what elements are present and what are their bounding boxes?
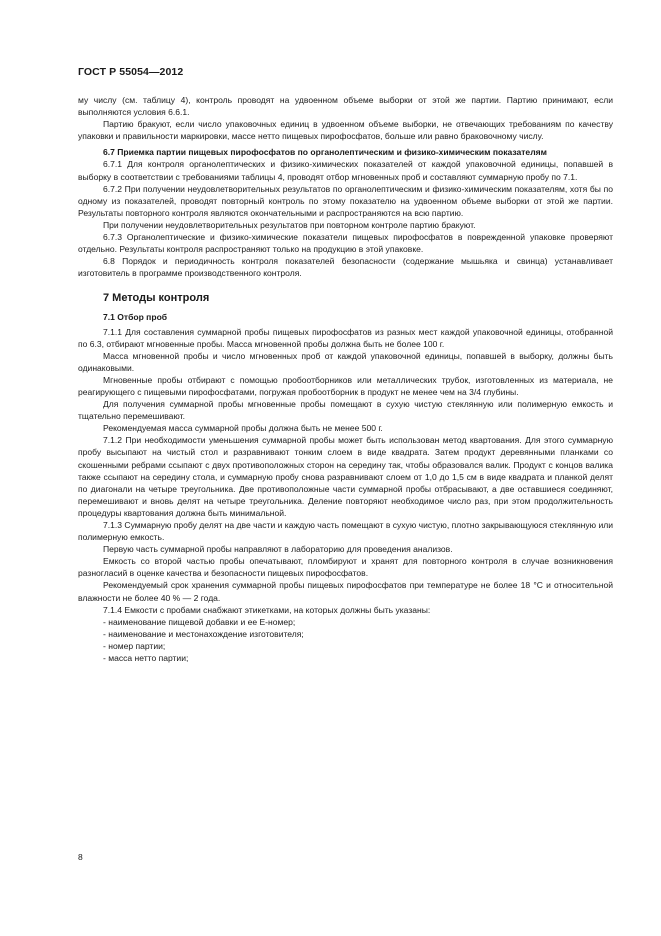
paragraph: 7.1.4 Емкости с пробами снабжают этикетками, на которых должны быть указаны:	[103, 604, 431, 615]
paragraph: 6.8 Порядок и периодичность контроля показателей безопасности (содержание мышьяка и свинца) устанавливает изготовитель в программе производственного контроля.	[78, 256, 613, 279]
subsection-heading: 7.1 Отбор проб	[103, 312, 168, 323]
paragraph: Емкость со второй частью пробы опечатывают, пломбируют и хранят для повторного контроля в случае возникновения разногласий в оценке качества и безопасности пищевых пирофосфатов.	[78, 556, 613, 579]
paragraph: 7.1.3 Суммарную пробу делят на две части и каждую часть помещают в сухую чистую, плотно закрывающуюся стеклянную или полимерную емкость.	[78, 520, 613, 543]
section-heading: 7 Методы контроля	[103, 292, 210, 305]
paragraph: Для получения суммарной пробы мгновенные пробы помещают в сухую чистую стеклянную или полимерную емкость и тщательно перемешивают.	[78, 399, 613, 422]
paragraph: му числу (см. таблицу 4), контроль проводят на удвоенном объеме выборки от этой же партии. Партию принимают, если выполняются условия 6.6.1.	[78, 95, 613, 118]
paragraph: Мгновенные пробы отбирают с помощью пробоотборников или металлических трубок, изготовленных из материала, не реагирующего с пищевыми пирофосфатами, погружая пробоотборник в продукт не менее чем на 3/4 глубины.	[78, 374, 613, 397]
paragraph: Рекомендуемый срок хранения суммарной пробы пищевых пирофосфатов при температуре не более 18 °С и относительной влажности не более 40 % — 2 года.	[78, 580, 613, 603]
paragraph: - наименование и местонахождение изготовителя;	[103, 628, 304, 639]
page-number: 8	[78, 852, 83, 862]
paragraph: 6.7.2 При получении неудовлетворительных результатов по органолептическим и физико-химическим показателям, хотя бы по одному из показателей, проводят повторный контроль по этому показателю на удвоенном объеме выборки от этой же партии. Результаты повторного контроля являются окончательными и распространяются на всю партию.	[78, 183, 613, 218]
paragraph: Масса мгновенной пробы и число мгновенных проб от каждой упаковочной единицы, попавшей в выборку, должны быть одинаковыми.	[78, 350, 613, 373]
paragraph: 7.1.2 При необходимости уменьшения суммарной пробы может быть использован метод квартования. Для этого суммарную пробу высыпают на чистый стол и разравнивают тонким слоем в виде квадрата. Затем продукт деревянными планками со скошенными ребрами ссыпают с двух противоположных сторон на середину так, чтобы образовался валик. Продукт с концов валика также ссыпают на середину стола, и суммарную пробу снова разравнивают слоем от 1,0 до 1,5 см в виде квадрата и планкой делят по диагонали на четыре треугольника. Две противоположные части суммарной пробы отбрасывают, а две оставшиеся соединяют, перемешивают и вновь делят на четыре треугольника. Деление повторяют необходимое число раз, при этом продолжительность процедуры квартования должна быть минимальной.	[78, 435, 613, 518]
paragraph: Рекомендуемая масса суммарной пробы должна быть не менее 500 г.	[103, 423, 383, 434]
document-header: ГОСТ Р 55054—2012	[78, 66, 184, 78]
paragraph: 6.7.1 Для контроля органолептических и физико-химических показателей от каждой упаковочной единицы, попавшей в выборку в соответствии с требованиями таблицы 4, проводят отбор мгновенных проб и составляют суммарную пробу по 7.1.	[78, 159, 613, 182]
subsection-heading: 6.7 Приемка партии пищевых пирофосфатов по органолептическим и физико-химическим показателям	[103, 147, 547, 158]
paragraph: Партию бракуют, если число упаковочных единиц в удвоенном объеме выборки, не отвечающих требованиям по качеству упаковки и правильности маркировки, массе нетто пищевых пирофосфатов, больше или равно браковочному числу.	[78, 119, 613, 142]
paragraph: 6.7.3 Органолептические и физико-химические показатели пищевых пирофосфатов в поврежденной упаковке проверяют отдельно. Результаты контроля распространяют только на продукцию в этой упаковке.	[78, 232, 613, 255]
paragraph: Первую часть суммарной пробы направляют в лабораторию для проведения анализов.	[103, 544, 453, 555]
document-body	[78, 94, 613, 664]
paragraph: 7.1.1 Для составления суммарной пробы пищевых пирофосфатов из разных мест каждой упаковочной единицы, отобранной по 6.3, отбирают мгновенные пробы. Масса мгновенной пробы должна быть не более 100 г.	[78, 326, 613, 349]
paragraph: - масса нетто партии;	[103, 653, 189, 664]
paragraph: При получении неудовлетворительных результатов при повторном контроле партию бракуют.	[103, 219, 476, 230]
paragraph: - наименование пищевой добавки и ее Е-номер;	[103, 616, 296, 627]
paragraph: - номер партии;	[103, 640, 166, 651]
